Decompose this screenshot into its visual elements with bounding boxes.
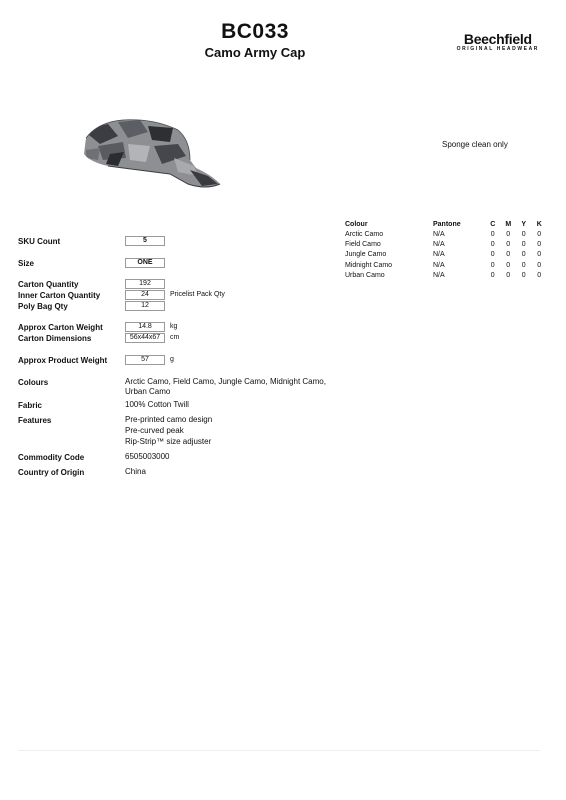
carton-weight-label: Approx Carton Weight bbox=[18, 323, 103, 332]
pantone-cell: N/A bbox=[433, 240, 445, 248]
pantone-cell: N/A bbox=[433, 261, 445, 269]
inner-carton-quantity-value: 24 bbox=[125, 290, 165, 300]
colour-table-header bbox=[345, 220, 547, 229]
size-label: Size bbox=[18, 259, 35, 268]
c-cell: 0 bbox=[490, 261, 495, 269]
carton-dimensions-value: 56x44x67 bbox=[125, 333, 165, 343]
colour-cell: Urban Camo bbox=[345, 271, 385, 279]
size-value: ONE bbox=[125, 258, 165, 268]
country-of-origin-label: Country of Origin bbox=[18, 468, 85, 477]
product-weight-label: Approx Product Weight bbox=[18, 356, 108, 365]
table-row bbox=[345, 270, 547, 280]
k-cell: 0 bbox=[537, 271, 542, 279]
k-cell: 0 bbox=[537, 251, 542, 259]
product-weight-unit: g bbox=[170, 356, 174, 363]
feature-item: Pre-printed camo design bbox=[125, 415, 213, 424]
colour-cell: Field Camo bbox=[345, 240, 381, 248]
fabric-label: Fabric bbox=[18, 401, 43, 410]
k-cell: 0 bbox=[537, 240, 542, 248]
pricelist-pack-note: Pricelist Pack Qty bbox=[170, 291, 225, 298]
fabric-value: 100% Cotton Twill bbox=[125, 400, 189, 409]
c-cell: 0 bbox=[490, 240, 495, 248]
pantone-cell: N/A bbox=[433, 251, 445, 259]
carton-dimensions-unit: cm bbox=[170, 334, 180, 341]
product-name: Camo Army Cap bbox=[204, 45, 306, 60]
table-row bbox=[345, 250, 547, 260]
c-cell: 0 bbox=[490, 230, 495, 238]
table-row bbox=[345, 239, 547, 249]
care-instructions: Sponge clean only bbox=[442, 140, 508, 149]
y-cell: 0 bbox=[521, 261, 526, 269]
m-cell: 0 bbox=[506, 261, 511, 269]
pantone-header: Pantone bbox=[433, 221, 461, 228]
product-code: BC033 bbox=[221, 20, 289, 43]
brand-name: Beechfield bbox=[463, 31, 532, 47]
c-cell: 0 bbox=[490, 251, 495, 259]
commodity-code-value: 6505003000 bbox=[125, 452, 170, 461]
k-cell: 0 bbox=[537, 230, 542, 238]
carton-weight-unit: kg bbox=[170, 323, 178, 330]
carton-weight-value: 14.8 bbox=[125, 322, 165, 332]
colour-header: Colour bbox=[345, 221, 368, 228]
colour-cell: Jungle Camo bbox=[345, 251, 387, 259]
brand-logo bbox=[457, 32, 539, 53]
colour-cell: Midnight Camo bbox=[345, 261, 393, 269]
footer-divider bbox=[18, 750, 540, 751]
country-of-origin-value: China bbox=[125, 467, 146, 476]
feature-item: Pre-curved peak bbox=[125, 426, 184, 435]
poly-bag-qty-label: Poly Bag Qty bbox=[18, 302, 68, 311]
brand-tagline: ORIGINAL HEADWEAR bbox=[456, 46, 539, 52]
k-header: K bbox=[536, 221, 542, 228]
m-cell: 0 bbox=[506, 251, 511, 259]
m-header: M bbox=[505, 221, 512, 228]
y-cell: 0 bbox=[521, 240, 526, 248]
carton-quantity-label: Carton Quantity bbox=[18, 280, 79, 289]
colours-label: Colours bbox=[18, 378, 49, 387]
product-image bbox=[78, 110, 228, 195]
pantone-cell: N/A bbox=[433, 230, 445, 238]
carton-dimensions-label: Carton Dimensions bbox=[18, 334, 92, 343]
m-cell: 0 bbox=[506, 230, 511, 238]
k-cell: 0 bbox=[537, 261, 542, 269]
product-weight-value: 57 bbox=[125, 355, 165, 365]
sku-count-value: 5 bbox=[125, 236, 165, 246]
sku-count-label: SKU Count bbox=[18, 237, 61, 246]
poly-bag-qty-value: 12 bbox=[125, 301, 165, 311]
colour-table bbox=[345, 220, 547, 280]
feature-item: Rip-Strip™ size adjuster bbox=[125, 437, 212, 446]
m-cell: 0 bbox=[506, 240, 511, 248]
table-row bbox=[345, 229, 547, 239]
commodity-code-label: Commodity Code bbox=[18, 453, 85, 462]
colours-value: Arctic Camo, Field Camo, Jungle Camo, Midnight Camo, Urban Camo bbox=[125, 377, 326, 396]
pantone-cell: N/A bbox=[433, 271, 445, 279]
m-cell: 0 bbox=[506, 271, 511, 279]
y-header: Y bbox=[521, 221, 527, 228]
table-row bbox=[345, 260, 547, 270]
carton-quantity-value: 192 bbox=[125, 279, 165, 289]
y-cell: 0 bbox=[521, 251, 526, 259]
y-cell: 0 bbox=[521, 230, 526, 238]
c-cell: 0 bbox=[490, 271, 495, 279]
inner-carton-quantity-label: Inner Carton Quantity bbox=[18, 291, 101, 300]
c-header: C bbox=[490, 221, 496, 228]
colour-cell: Arctic Camo bbox=[345, 230, 384, 238]
features-label: Features bbox=[18, 416, 52, 425]
y-cell: 0 bbox=[521, 271, 526, 279]
